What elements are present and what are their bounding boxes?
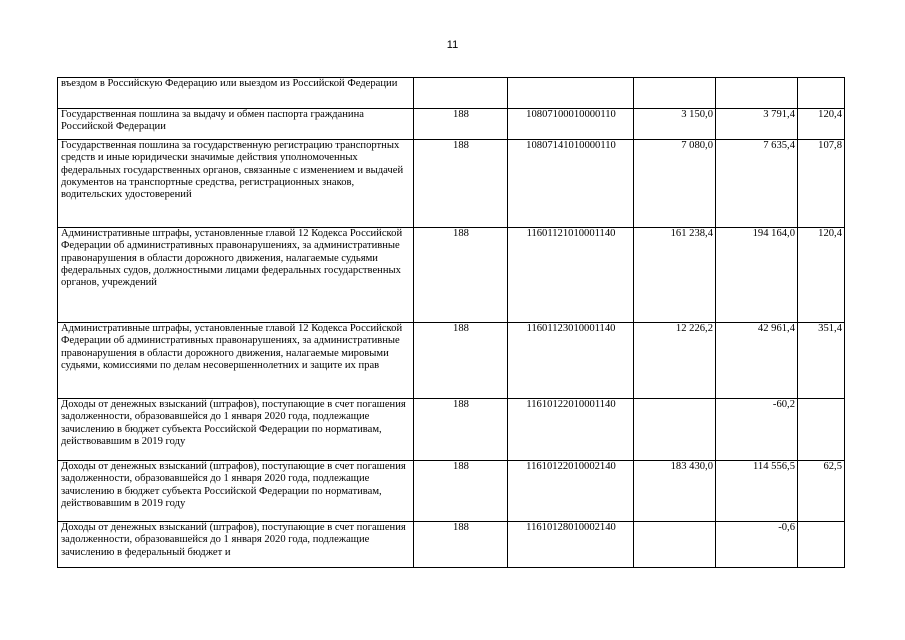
table-row <box>58 522 845 568</box>
table-row <box>58 461 845 522</box>
percent-cell: 351,4 <box>798 323 845 399</box>
actual-amount-cell: 194 164,0 <box>716 228 798 323</box>
revenue-name-cell: въездом в Российскую Федерацию или выездом из Российской Федерации <box>58 78 414 109</box>
actual-amount-cell: 7 635,4 <box>716 140 798 228</box>
percent-cell <box>798 78 845 109</box>
budget-code-cell <box>508 78 634 109</box>
revenue-name-cell: Доходы от денежных взысканий (штрафов), поступающие в счет погашения задолженности, образовавшейся до 1 января 2020 года, подлежащие зачислению в федеральный бюджет и <box>58 522 414 568</box>
administrator-code-cell: 188 <box>414 522 508 568</box>
administrator-code-cell: 188 <box>414 323 508 399</box>
plan-amount-cell: 12 226,2 <box>634 323 716 399</box>
revenue-name-cell: Доходы от денежных взысканий (штрафов), поступающие в счет погашения задолженности, образовавшейся до 1 января 2020 года, подлежащие зачислению в бюджет субъекта Российской Федерации по нормативам, действовавшим в 2019 году <box>58 399 414 461</box>
plan-amount-cell: 183 430,0 <box>634 461 716 522</box>
plan-amount-cell <box>634 399 716 461</box>
budget-code-cell: 11610122010001140 <box>508 399 634 461</box>
percent-cell: 107,8 <box>798 140 845 228</box>
revenue-name-cell: Административные штрафы, установленные главой 12 Кодекса Российской Федерации об административных правонарушениях, за административные правонарушения в области дорожного движения, налагаемые судьями федеральных судов, должностными лицами федеральных государственных органов, учреждений <box>58 228 414 323</box>
revenue-name-cell: Доходы от денежных взысканий (штрафов), поступающие в счет погашения задолженности, образовавшейся до 1 января 2020 года, подлежащие зачислению в бюджет субъекта Российской Федерации по нормативам, действовавшим в 2019 году <box>58 461 414 522</box>
percent-cell <box>798 399 845 461</box>
actual-amount-cell: 114 556,5 <box>716 461 798 522</box>
plan-amount-cell: 3 150,0 <box>634 109 716 140</box>
table-row <box>58 399 845 461</box>
table-row <box>58 109 845 140</box>
budget-code-cell: 11601123010001140 <box>508 323 634 399</box>
budget-code-cell: 11610128010002140 <box>508 522 634 568</box>
percent-cell: 62,5 <box>798 461 845 522</box>
administrator-code-cell: 188 <box>414 228 508 323</box>
actual-amount-cell: 3 791,4 <box>716 109 798 140</box>
administrator-code-cell: 188 <box>414 461 508 522</box>
revenue-name-cell: Государственная пошлина за государственную регистрацию транспортных средств и иные юридически значимые действия уполномоченных федеральных государственных органов, связанные с изменением и выдачей документов на транспортные средства, регистрационных знаков, водительских удостоверений <box>58 140 414 228</box>
table-row <box>58 323 845 399</box>
plan-amount-cell: 7 080,0 <box>634 140 716 228</box>
budget-code-cell: 10807100010000110 <box>508 109 634 140</box>
administrator-code-cell: 188 <box>414 140 508 228</box>
actual-amount-cell <box>716 78 798 109</box>
budget-code-cell: 10807141010000110 <box>508 140 634 228</box>
actual-amount-cell: -0,6 <box>716 522 798 568</box>
plan-amount-cell <box>634 522 716 568</box>
actual-amount-cell: -60,2 <box>716 399 798 461</box>
revenue-name-cell: Административные штрафы, установленные главой 12 Кодекса Российской Федерации об административных правонарушениях, за административные правонарушения в области дорожного движения, налагаемые мировыми судьями, комиссиями по делам несовершеннолетних и защите их прав <box>58 323 414 399</box>
revenue-name-cell: Государственная пошлина за выдачу и обмен паспорта гражданина Российской Федерации <box>58 109 414 140</box>
table-row <box>58 78 845 109</box>
plan-amount-cell <box>634 78 716 109</box>
budget-code-cell: 11601121010001140 <box>508 228 634 323</box>
percent-cell <box>798 522 845 568</box>
administrator-code-cell: 188 <box>414 109 508 140</box>
percent-cell: 120,4 <box>798 109 845 140</box>
table-row <box>58 140 845 228</box>
revenue-table <box>57 77 845 568</box>
percent-cell: 120,4 <box>798 228 845 323</box>
budget-code-cell: 11610122010002140 <box>508 461 634 522</box>
plan-amount-cell: 161 238,4 <box>634 228 716 323</box>
administrator-code-cell <box>414 78 508 109</box>
table-row <box>58 228 845 323</box>
actual-amount-cell: 42 961,4 <box>716 323 798 399</box>
page-number: 11 <box>446 39 459 51</box>
administrator-code-cell: 188 <box>414 399 508 461</box>
